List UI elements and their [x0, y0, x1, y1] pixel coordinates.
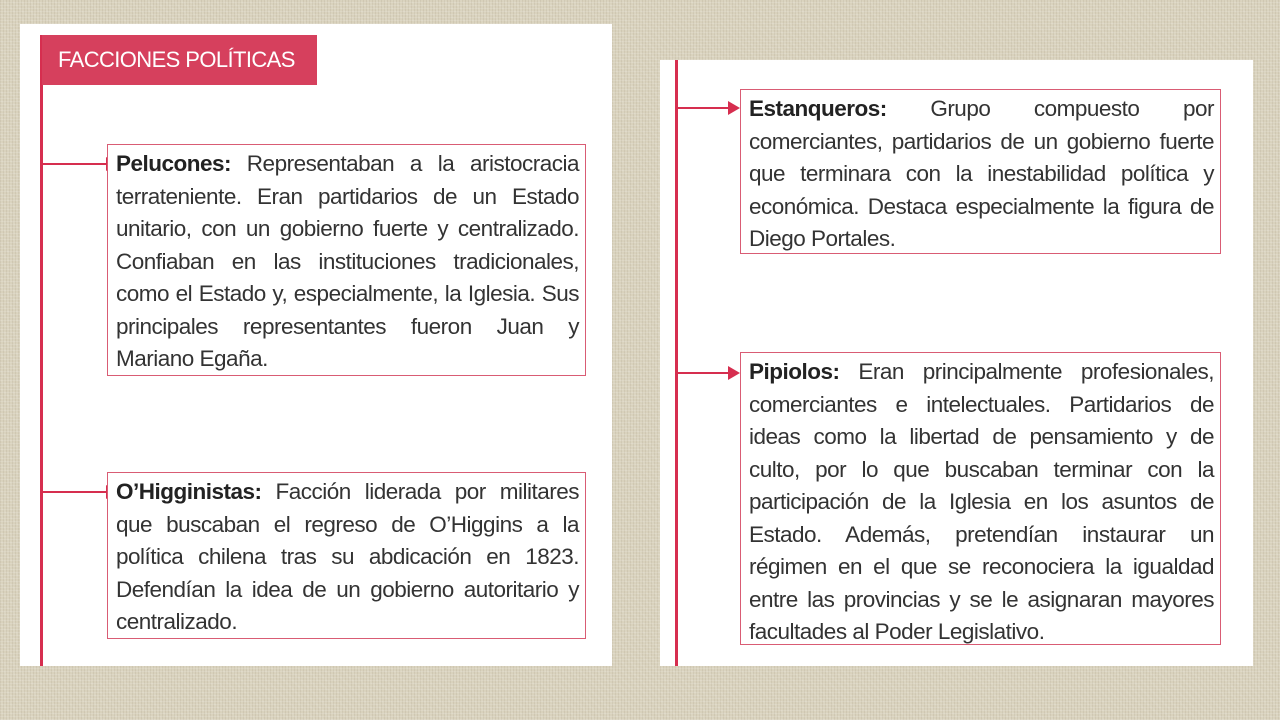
- arrow-icon: [42, 163, 116, 165]
- right-page-panel: [660, 60, 1253, 666]
- faction-description: Eran principalmente profesionales, comerciantes e intelectuales. Partidarios de ideas como la libertad de pensamiento y de culto, por lo que buscaban terminar con la participación de la Iglesia en los asuntos de Estado. Además, pretendían instaurar un régimen en el que se reconociera la igualdad entre las provincias y se le asignaran mayores facultades al Poder Legislativo.: [749, 359, 1214, 644]
- faction-term: Pipiolos:: [749, 359, 840, 384]
- faction-box-pipiolos: [740, 352, 1221, 645]
- faction-box-ohigginistas: [107, 472, 586, 639]
- faction-box-estanqueros: [740, 89, 1221, 254]
- left-page-panel: [20, 24, 612, 666]
- arrow-icon: [677, 107, 738, 109]
- section-title: FACCIONES POLÍTICAS: [42, 35, 317, 85]
- faction-term: Estanqueros:: [749, 96, 887, 121]
- arrow-icon: [677, 372, 738, 374]
- timeline-line: [40, 35, 43, 666]
- arrow-icon: [42, 491, 116, 493]
- faction-term: O’Higginistas:: [116, 479, 262, 504]
- faction-box-pelucones: [107, 144, 586, 376]
- faction-description: Representaban a la aristocracia terrateniente. Eran partidarios de un Estado unitario, con un gobierno fuerte y centralizado. Confiaban en las instituciones tradicionales, como el Estado y, especialmente, la Iglesia. Sus principales representantes fueron Juan y Mariano Egaña.: [116, 151, 579, 371]
- faction-description: Facción liderada por militares que buscaban el regreso de O’Higgins a la política chilena tras su abdicación en 1823. Defendían la idea de un gobierno autoritario y centralizado.: [116, 479, 579, 634]
- faction-term: Pelucones:: [116, 151, 232, 176]
- timeline-line: [675, 60, 678, 666]
- faction-description: Grupo compuesto por comerciantes, partidarios de un gobierno fuerte que terminara con la inestabilidad política y económica. Destaca especialmente la figura de Diego Portales.: [749, 96, 1214, 251]
